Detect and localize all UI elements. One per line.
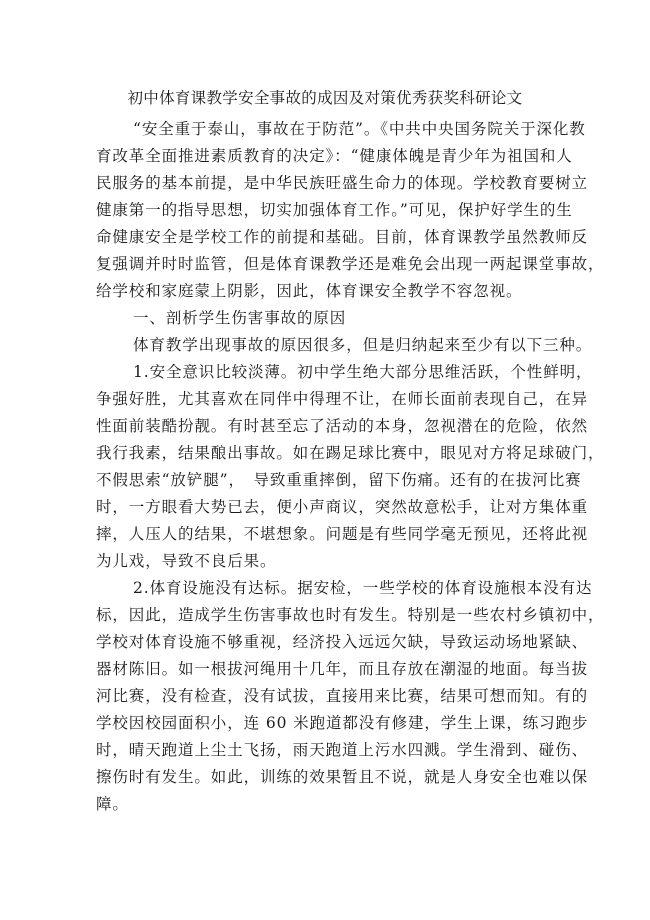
paragraph-line: 擦伤时有发生。如此，训练的效果暂且不说，就是人身安全也难以保 xyxy=(96,768,589,786)
paragraph-line: 时，一方眼看大势已去，便小声商议，突然故意松手，让对方集体重 xyxy=(96,498,589,516)
paragraph-line: 摔，人压人的结果，不堪想象。问题是有些同学毫无预见，还将此视 xyxy=(96,525,589,543)
paragraph-line: 河比赛，没有检查，没有试拔，直接用来比赛，结果可想而知。有的 xyxy=(96,687,589,705)
paragraph-line: 健康第一的指导思想，切实加强体育工作。”可见，保护好学生的生 xyxy=(96,201,573,219)
paragraph-line: 争强好胜，尤其喜欢在同伴中得理不让，在师长面前表现自己，在异 xyxy=(96,390,589,408)
paragraph-line: 时，晴天跑道上尘土飞扬，雨天跑道上污水四溅。学生滑到、碰伤、 xyxy=(96,741,589,759)
paragraph-line: 命健康安全是学校工作的前提和基础。目前，体育课教学虽然教师反 xyxy=(96,228,589,246)
paragraph-line: 复强调并时时监管，但是体育课教学还是难免会出现一两起课堂事故， xyxy=(96,255,605,273)
paragraph-line: 为儿戏，导致不良后果。 xyxy=(96,552,277,570)
paragraph-line: 2.体育设施没有达标。据安检，一些学校的体育设施根本没有达 xyxy=(133,579,593,597)
paragraph-line: 障。 xyxy=(96,795,129,813)
paragraph-line: 不假思索“放铲腿”， 导致重重摔倒，留下伤痛。还有的在拔河比赛 xyxy=(96,471,582,489)
document-title: 初中体育课教学安全事故的成因及对策优秀获奖科研论文 xyxy=(127,89,523,107)
paragraph-line: 学校对体育设施不够重视，经济投入远远欠缺，导致运动场地紧缺、 xyxy=(96,633,589,651)
paragraph-line: 育改革全面推进素质教育的决定》：“健康体魄是青少年为祖国和人 xyxy=(96,147,573,165)
paragraph-line: 器材陈旧。如一根拔河绳用十几年，而且存放在潮湿的地面。每当拔 xyxy=(96,660,589,678)
paragraph-line: 1.安全意识比较淡薄。初中学生绝大部分思维活跃，个性鲜明， xyxy=(133,363,593,381)
paragraph-line: “安全重于泰山，事故在于防范”。《中共中央国务院关于深化教 xyxy=(133,120,586,138)
paragraph-line: 给学校和家庭蒙上阴影，因此，体育课安全教学不容忽视。 xyxy=(96,282,523,300)
paragraph-line: 标，因此，造成学生伤害事故也时有发生。特别是一些农村乡镇初中， xyxy=(96,606,605,624)
section-heading: 一、剖析学生伤害事故的原因 xyxy=(133,309,347,327)
paragraph-line: 学校因校园面积小，连 60 米跑道都没有修建，学生上课，练习跑步 xyxy=(96,714,589,732)
paragraph-line: 性面前装酷扮靓。有时甚至忘了活动的本身，忽视潜在的危险，依然 xyxy=(96,417,589,435)
paragraph-line: 体育教学出现事故的原因很多，但是归纳起来至少有以下三种。 xyxy=(133,336,593,354)
paragraph-line: 我行我素，结果酿出事故。如在踢足球比赛中，眼见对方将足球破门， xyxy=(96,444,605,462)
paragraph-line: 民服务的基本前提，是中华民族旺盛生命力的体现。学校教育要树立 xyxy=(96,174,589,192)
